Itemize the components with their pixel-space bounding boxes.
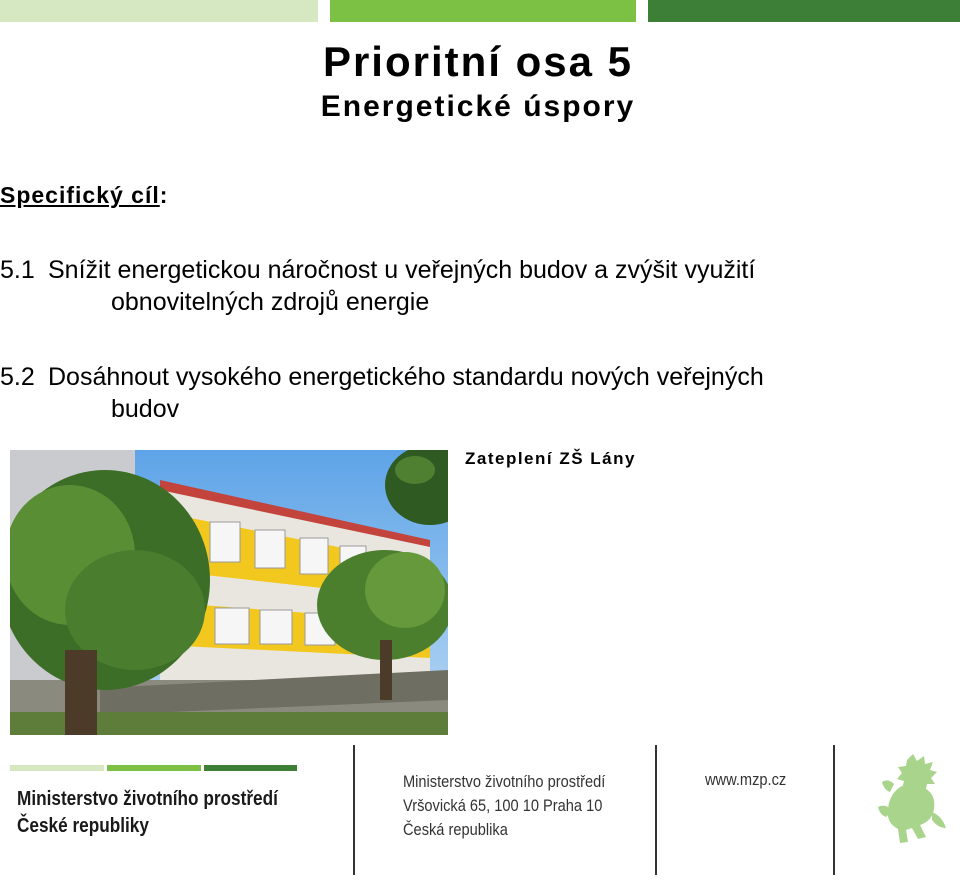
ministry-logo-text <box>17 786 278 840</box>
footer-divider <box>655 745 657 875</box>
specific-goal-label: Specifický cíl: <box>0 182 169 208</box>
goal-item-5-2 <box>0 361 955 425</box>
goal-text-line2: budov <box>111 395 180 423</box>
ministry-name-line1: Ministerstvo životního prostředí <box>17 788 278 810</box>
footer-divider <box>833 745 835 875</box>
address-line3: Česká republika <box>403 820 508 839</box>
goal-text-line1: Dosáhnout vysokého energetického standardu nových veřejných <box>48 363 764 391</box>
footer-bar-dark <box>204 765 297 771</box>
footer-bar-light <box>10 765 104 771</box>
top-bar-dark <box>648 0 960 22</box>
goal-text-line2: obnovitelných zdrojů energie <box>111 288 430 316</box>
ministry-address <box>403 770 605 842</box>
ministry-name-line2: České republiky <box>17 815 149 837</box>
footer-color-bars <box>10 765 297 771</box>
page-title: Prioritní osa 5 <box>322 38 634 85</box>
photo-caption: Zateplení ZŠ Lány <box>465 449 636 468</box>
top-bar-medium <box>330 0 636 22</box>
website-link[interactable]: www.mzp.cz <box>705 770 787 789</box>
goal-text-line1: Snížit energetickou náročnost u veřejných budov a zvýšit využití <box>48 256 756 284</box>
school-photo <box>10 450 448 735</box>
page-subtitle: Energetické úspory <box>320 90 636 123</box>
czech-lion-icon <box>872 752 952 847</box>
address-line1: Ministerstvo životního prostředí <box>403 772 606 791</box>
address-line2: Vršovická 65, 100 10 Praha 10 <box>403 796 603 815</box>
footer-divider <box>353 745 355 875</box>
top-bar-light <box>0 0 318 22</box>
footer-bar-medium <box>107 765 201 771</box>
goal-item-5-1 <box>0 254 955 318</box>
goal-number: 5.2 <box>0 363 35 391</box>
goal-number: 5.1 <box>0 256 35 284</box>
